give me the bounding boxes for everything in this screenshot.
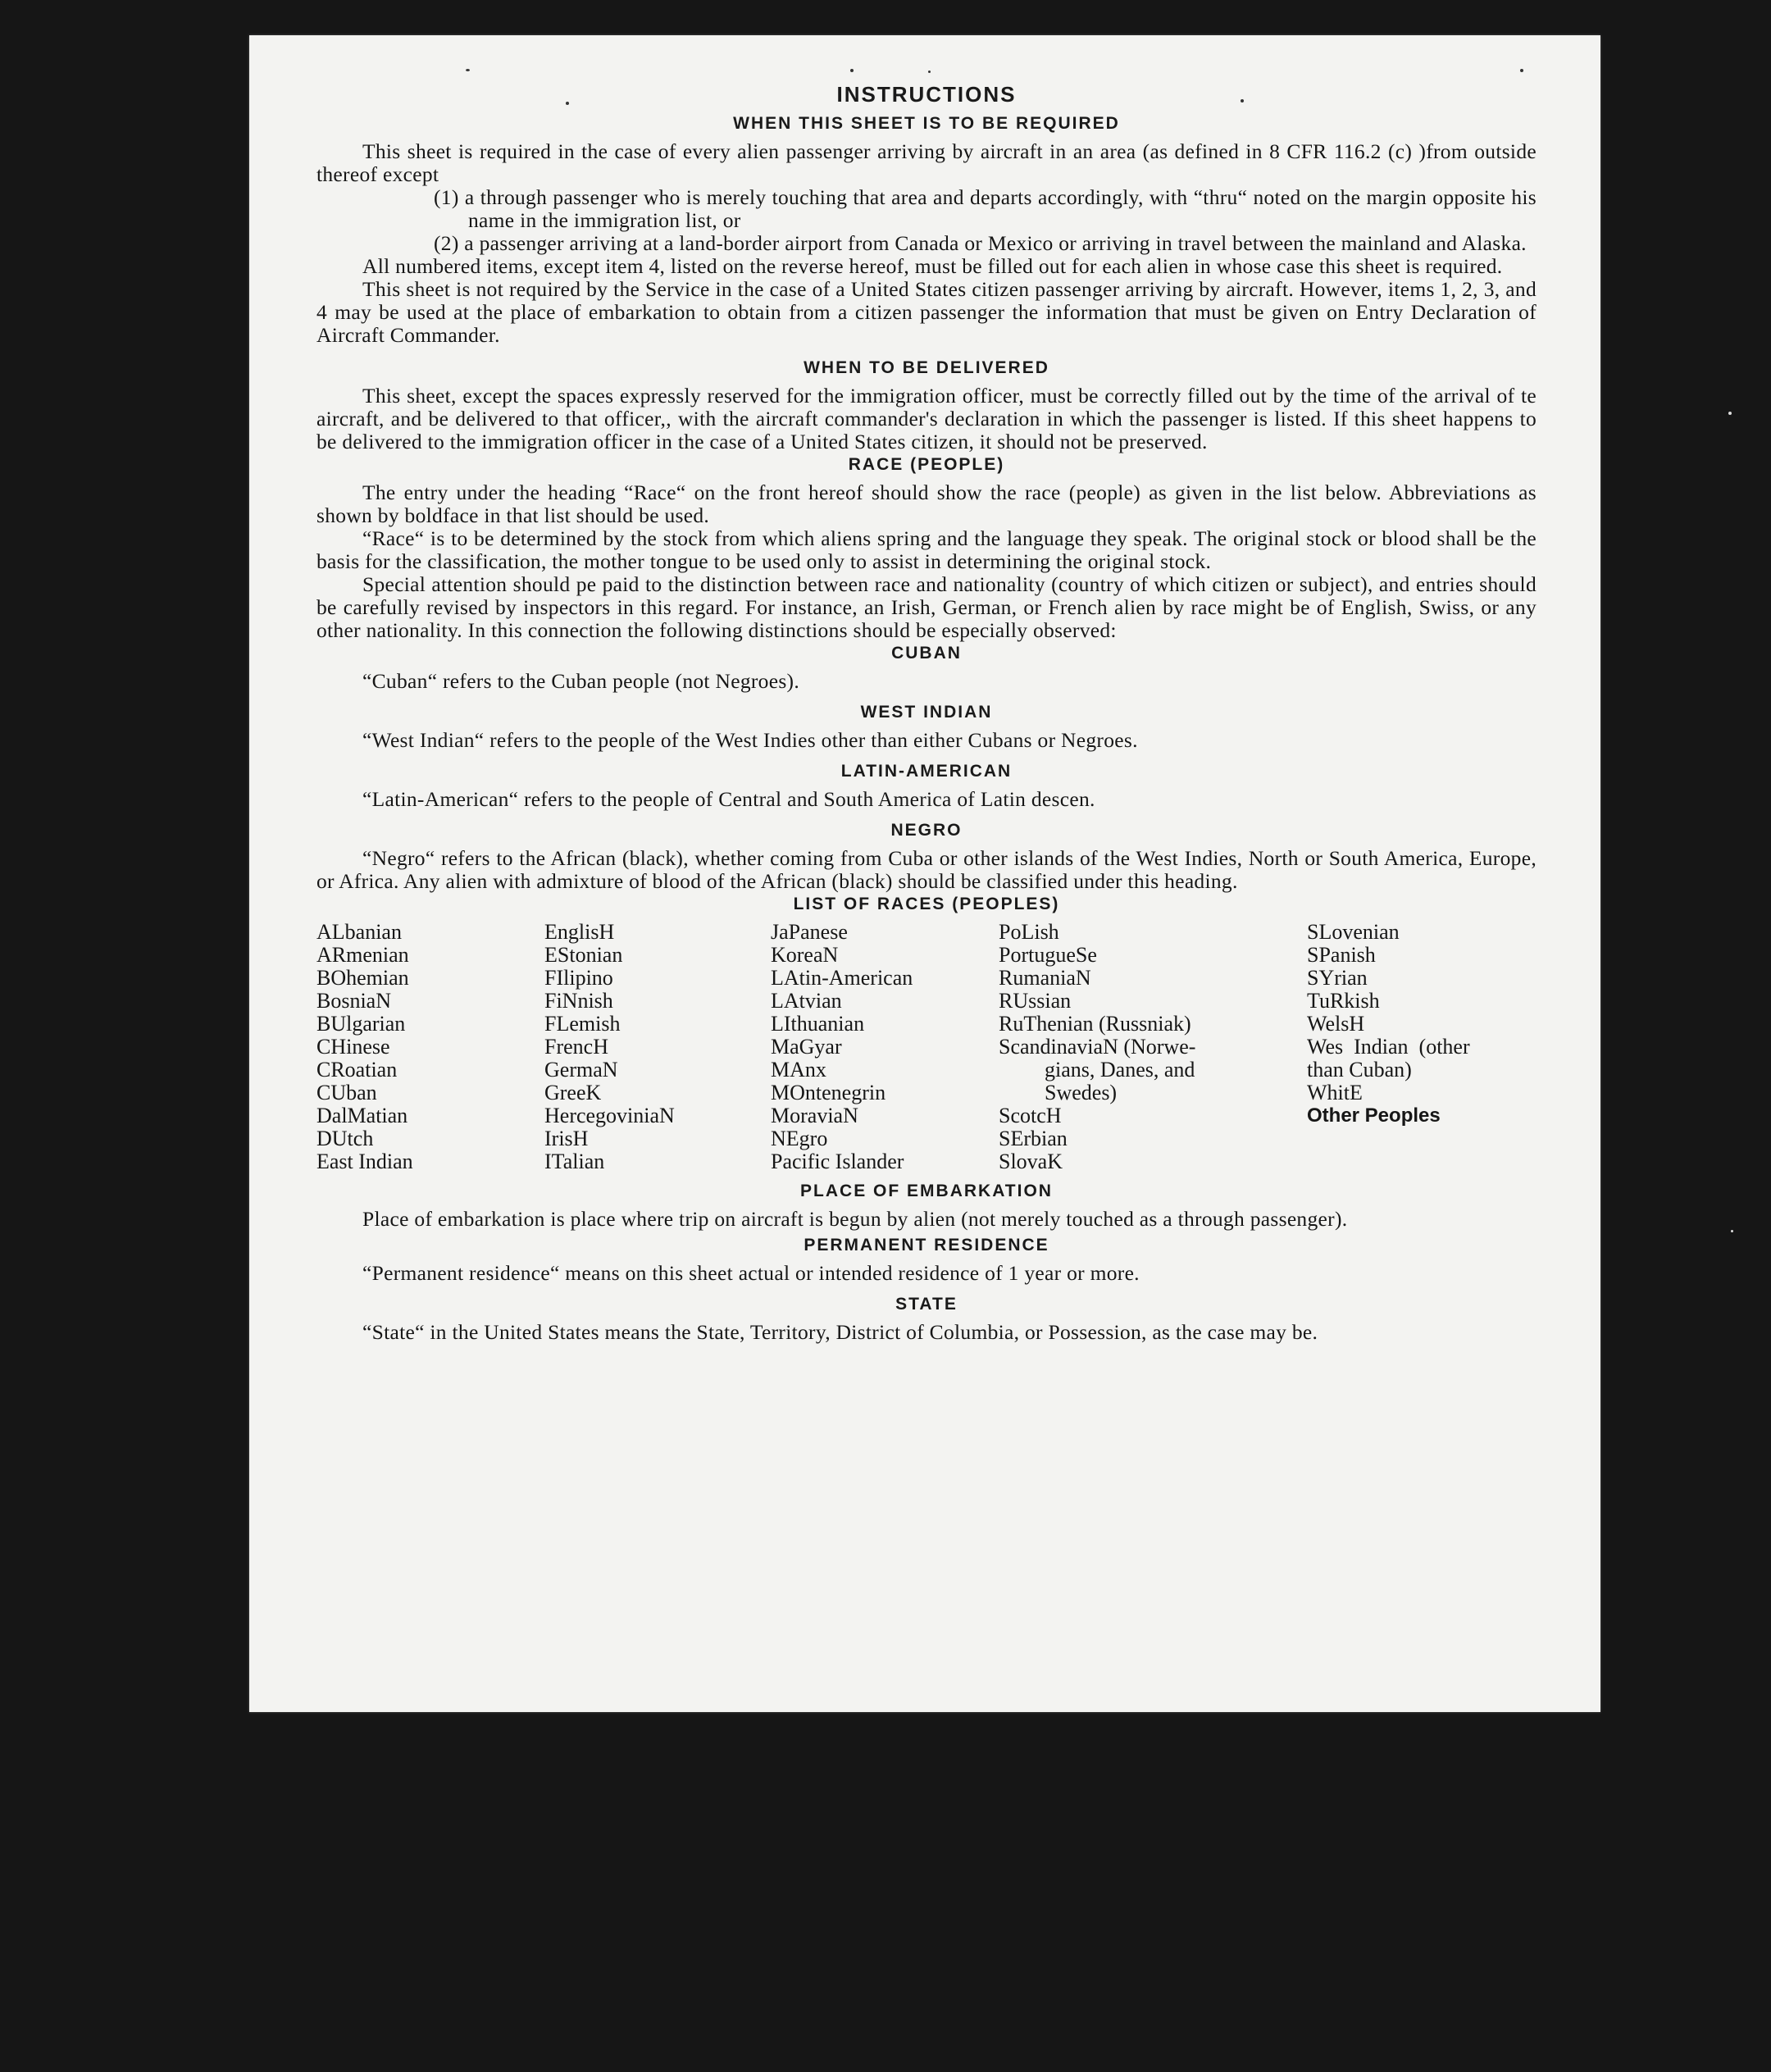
document-sheet <box>249 35 1600 1712</box>
race-entry: CHinese <box>316 1035 390 1059</box>
race-entry: ALbanian <box>316 920 402 944</box>
race-entry: HercegoviniaN <box>544 1104 675 1127</box>
race-entry: BOhemian <box>316 966 409 990</box>
paragraph: This sheet is required in the case of every alien passenger arriving by aircraft in an area (as defined in 8 CFR 116.2 (c) )from outside thereof except <box>316 139 1537 186</box>
section-heading-race: RACE (PEOPLE) <box>848 455 1005 474</box>
race-entry: BUlgarian <box>316 1012 406 1036</box>
race-entry: EnglisH <box>544 920 615 944</box>
race-entry: MaGyar <box>771 1035 842 1059</box>
section-heading-place-of-embarkation: PLACE OF EMBARKATION <box>800 1182 1053 1200</box>
race-entry: ScandinaviaN (Norwe- <box>999 1035 1196 1059</box>
section-heading-latin-american: LATIN-AMERICAN <box>840 762 1013 781</box>
paragraph: “Latin-American“ refers to the people of Central and South America of Latin descen. <box>362 787 1095 811</box>
races-column-4 <box>999 921 1307 1173</box>
races-list <box>316 921 1537 1173</box>
race-entry: GermaN <box>544 1058 618 1082</box>
race-entry: ITalian <box>544 1150 605 1173</box>
paragraph: The entry under the heading “Race“ on the front hereof should show the race (people) as given in the list below. Abbreviations as shown by boldface in that list should be used. <box>316 480 1537 527</box>
race-entry: Wes Indian (other <box>1307 1035 1470 1059</box>
race-entry: WelsH <box>1307 1012 1365 1036</box>
race-entry: BosniaN <box>316 989 391 1013</box>
race-entry: KoreaN <box>771 943 839 967</box>
race-entry: Swedes) <box>1045 1081 1118 1104</box>
races-column-3 <box>771 921 999 1173</box>
section-heading-permanent-residence: PERMANENT RESIDENCE <box>804 1236 1049 1255</box>
race-entry: SlovaK <box>999 1150 1063 1173</box>
race-entry: CUban <box>316 1081 377 1104</box>
race-entry: Other Peoples <box>1307 1104 1441 1127</box>
paragraph: “Negro“ refers to the African (black), whether coming from Cuba or other islands of the West Indies, North or South America, Europe, or Africa. Any alien with admixture of blood of the African (black) should be classified under this heading. <box>316 846 1537 893</box>
race-entry: IrisH <box>544 1127 589 1150</box>
race-entry: LIthuanian <box>771 1012 865 1036</box>
paragraph: Special attention should pe paid to the distinction between race and nationality (country of which citizen or subject), and entries should be carefully revised by inspectors in this regard. For instance, an Irish, German, or French alien by race might be of English, Swiss, or any other nationality. In this connection the following distinctions should be especially observed: <box>316 572 1537 642</box>
section-heading-when-delivered: WHEN TO BE DELIVERED <box>804 358 1049 377</box>
document-body <box>316 82 1537 1344</box>
section-heading-cuban: CUBAN <box>891 644 962 663</box>
paragraph: “Permanent residence“ means on this sheet actual or intended residence of 1 year or more. <box>362 1261 1140 1285</box>
list-item: (1) a through passenger who is merely touching that area and departs accordingly, with “thru“ noted on the margin opposite his name in the immigration list, or <box>434 185 1537 232</box>
paragraph: “Cuban“ refers to the Cuban people (not Negroes). <box>362 669 800 693</box>
races-column-1 <box>316 921 544 1173</box>
race-entry: MoraviaN <box>771 1104 858 1127</box>
section-heading-list-of-races: LIST OF RACES (PEOPLES) <box>793 895 1060 913</box>
race-entry: JaPanese <box>771 920 848 944</box>
race-entry: RuThenian (Russniak) <box>999 1012 1191 1036</box>
race-entry: gians, Danes, and <box>1045 1058 1195 1082</box>
race-entry: ScotcH <box>999 1104 1062 1127</box>
race-entry: GreeK <box>544 1081 602 1104</box>
race-entry: SPanish <box>1307 943 1376 967</box>
race-entry: PoLish <box>999 920 1059 944</box>
race-entry: NEgro <box>771 1127 828 1150</box>
race-entry: CRoatian <box>316 1058 398 1082</box>
race-entry: LAtin-American <box>771 966 913 990</box>
race-entry: FrencH <box>544 1035 608 1059</box>
race-entry: DalMatian <box>316 1104 408 1127</box>
race-entry: than Cuban) <box>1307 1058 1412 1082</box>
races-column-5 <box>1307 921 1537 1173</box>
section-heading-west-indian: WEST INDIAN <box>860 703 993 722</box>
race-entry: MAnx <box>771 1058 826 1082</box>
race-entry: ARmenian <box>316 943 409 967</box>
race-entry: Pacific Islander <box>771 1150 904 1173</box>
paragraph: “West Indian“ refers to the people of the West Indies other than either Cubans or Negroes. <box>362 728 1138 752</box>
paragraph: “Race“ is to be determined by the stock from which aliens spring and the language they speak. The original stock or blood shall be the basis for the classification, the mother tongue to be used only to assist in determining the original stock. <box>316 526 1537 573</box>
paragraph: This sheet, except the spaces expressly reserved for the immigration officer, must be correctly filled out by the time of the arrival of te aircraft, and be delivered to that officer,, with the aircraft commander's declaration in which the passenger is listed. If this sheet happens to be delivered to the immigration officer in the case of a United States citizen, it should not be preserved. <box>316 384 1537 453</box>
paragraph: “State“ in the United States means the State, Territory, District of Columbia, or Possession, as the case may be. <box>362 1320 1318 1344</box>
race-entry: LAtvian <box>771 989 842 1013</box>
race-entry: MOntenegrin <box>771 1081 886 1104</box>
race-entry: FiNnish <box>544 989 613 1013</box>
document-title: INSTRUCTIONS <box>836 82 1017 107</box>
race-entry: EStonian <box>544 943 623 967</box>
race-entry: SYrian <box>1307 966 1368 990</box>
races-column-2 <box>544 921 771 1173</box>
paragraph: This sheet is not required by the Service in the case of a United States citizen passenger arriving by aircraft. However, items 1, 2, 3, and 4 may be used at the place of embarkation to obtain from a citizen passenger the information that must be given on Entry Declaration of Aircraft Commander. <box>316 277 1537 347</box>
race-entry: FLemish <box>544 1012 621 1036</box>
section-heading-state: STATE <box>895 1295 958 1314</box>
section-heading-negro: NEGRO <box>890 821 963 840</box>
list-item: (2) a passenger arriving at a land-border airport from Canada or Mexico or arriving in travel between the mainland and Alaska. <box>434 231 1527 255</box>
race-entry: RumaniaN <box>999 966 1091 990</box>
race-entry: RUssian <box>999 989 1072 1013</box>
paragraph: Place of embarkation is place where trip on aircraft is begun by alien (not merely touched as a through passenger). <box>362 1207 1348 1231</box>
race-entry: FIlipino <box>544 966 613 990</box>
paragraph: All numbered items, except item 4, listed on the reverse hereof, must be filled out for each alien in whose case this sheet is required. <box>362 254 1503 278</box>
race-entry: SErbian <box>999 1127 1068 1150</box>
race-entry: PortugueSe <box>999 943 1097 967</box>
race-entry: East Indian <box>316 1150 413 1173</box>
race-entry: TuRkish <box>1307 989 1380 1013</box>
section-heading-when-required: WHEN THIS SHEET IS TO BE REQUIRED <box>733 114 1120 133</box>
race-entry: DUtch <box>316 1127 374 1150</box>
race-entry: WhitE <box>1307 1081 1363 1104</box>
race-entry: SLovenian <box>1307 920 1400 944</box>
